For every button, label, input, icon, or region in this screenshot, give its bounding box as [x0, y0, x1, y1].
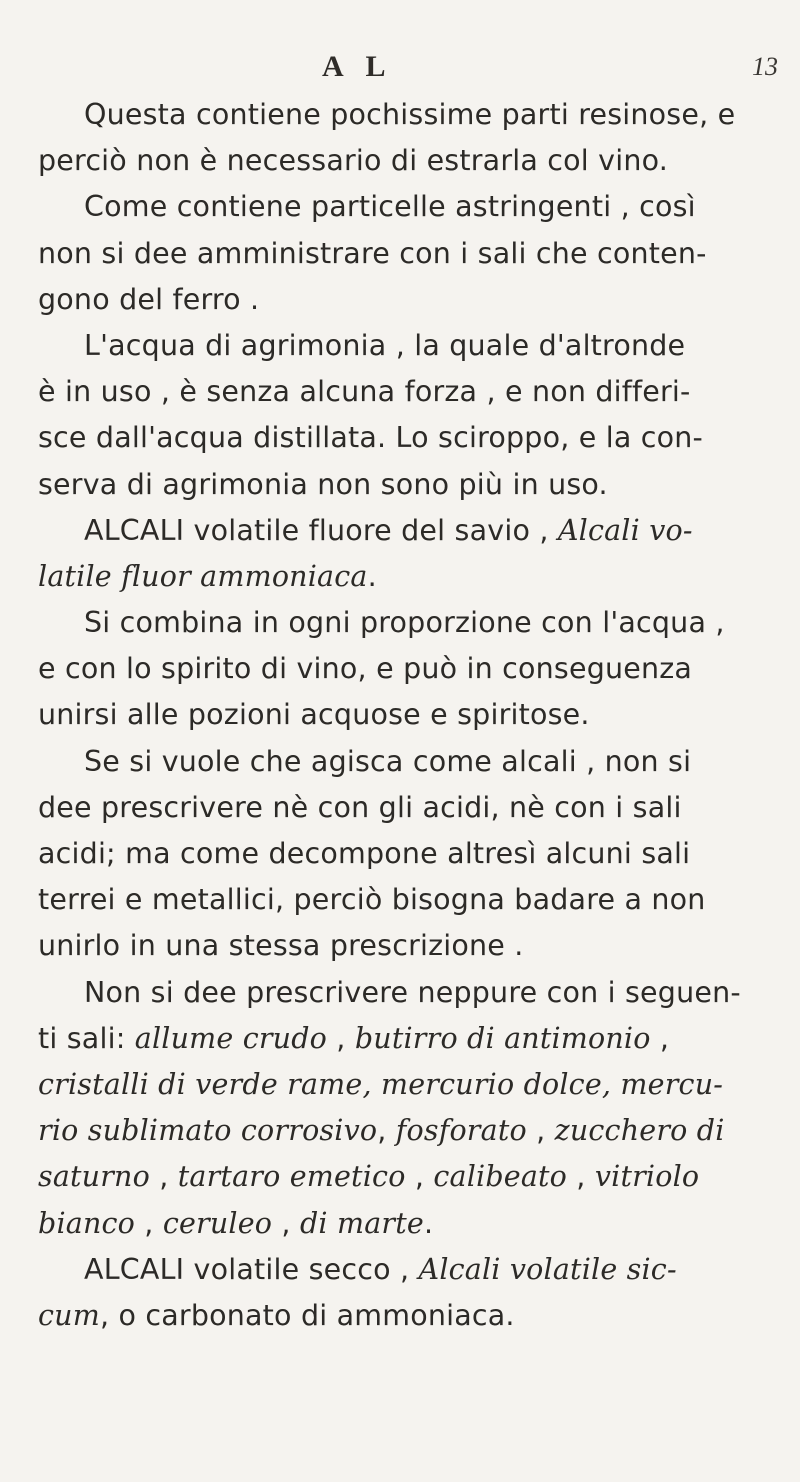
text-line	[38, 1154, 778, 1200]
italic-run: rio sublimato corrosivo	[38, 1114, 378, 1148]
italic-run: bianco	[38, 1206, 136, 1240]
italic-run: cum	[38, 1298, 100, 1332]
text-line	[38, 277, 778, 323]
text-line	[38, 323, 778, 369]
text-run: ,	[650, 1021, 670, 1055]
text-line	[38, 739, 778, 785]
text-run: non si dee amministrare con i sali che conten-	[38, 236, 707, 270]
text-line	[38, 1293, 778, 1339]
text-line	[38, 1247, 778, 1293]
italic-run: fosforato	[395, 1114, 527, 1148]
italic-run: saturno	[38, 1160, 150, 1194]
text-run: ,	[526, 1114, 555, 1148]
text-run: terrei e metallici, perciò bisogna badare a non	[38, 883, 706, 917]
text-run: ,	[567, 1160, 595, 1194]
italic-run: allume crudo	[134, 1021, 328, 1055]
text-line	[38, 1201, 778, 1247]
text-line	[38, 923, 778, 969]
page-number: 13	[752, 52, 778, 81]
text-run: gono del ferro .	[38, 282, 260, 316]
text-line	[38, 1108, 778, 1154]
text-run: unirlo in una stessa prescrizione .	[38, 929, 524, 963]
text-line	[38, 554, 778, 600]
text-run: serva di agrimonia non sono più in uso.	[38, 467, 608, 501]
text-run: unirsi alle pozioni acquose e spiritose.	[38, 698, 590, 732]
text-run: ,	[272, 1206, 300, 1240]
text-line	[38, 646, 778, 692]
text-run: L'acqua di agrimonia , la quale d'altronde	[84, 328, 686, 362]
text-line	[38, 138, 778, 184]
running-head: A L	[322, 50, 394, 83]
italic-run: ceruleo	[162, 1206, 273, 1240]
text-run: .	[367, 559, 377, 593]
text-run: ,	[377, 1114, 396, 1148]
text-run: Come contiene particelle astringenti , così	[84, 190, 696, 224]
text-line	[38, 184, 778, 230]
text-run: Non si dee prescrivere neppure con i seguen-	[84, 975, 741, 1009]
text-run: perciò non è necessario di estrarla col vino.	[38, 144, 669, 178]
text-line	[38, 600, 778, 646]
text-run: ALCALI volatile secco ,	[84, 1252, 419, 1286]
text-line	[38, 415, 778, 461]
italic-run: calibeato	[433, 1160, 568, 1194]
text-line	[38, 508, 778, 554]
italic-run: zucchero di	[554, 1114, 725, 1148]
text-run: sce dall'acqua distillata. Lo sciroppo, e la con-	[38, 421, 704, 455]
italic-run: tartaro emetico	[177, 1160, 406, 1194]
text-line	[38, 831, 778, 877]
text-line	[38, 877, 778, 923]
text-run: .	[423, 1206, 434, 1240]
text-line	[38, 231, 778, 277]
italic-run: butirro di antimonio	[354, 1021, 651, 1055]
italic-run: di marte	[299, 1206, 424, 1240]
text-line	[38, 462, 778, 508]
text-run: Questa contiene pochissime parti resinose, e	[84, 98, 736, 131]
text-run: ALCALI volatile fluore del savio ,	[84, 513, 558, 547]
text-run: ti sali:	[38, 1021, 135, 1055]
italic-run: latile fluor ammoniaca	[38, 559, 368, 593]
text-run: e con lo spirito di vino, e può in conseguenza	[38, 652, 693, 686]
body-text	[38, 92, 778, 1339]
text-run: , o carbonato di ammoniaca.	[99, 1298, 515, 1332]
text-run: è in uso , è senza alcuna forza , e non differi-	[38, 375, 691, 409]
text-run: acidi; ma come decompone altresì alcuni sali	[38, 837, 691, 870]
text-line	[38, 1062, 778, 1108]
page-header	[0, 50, 800, 90]
text-run: Si combina in ogni proporzione con l'acqua ,	[84, 606, 725, 640]
italic-run: cristalli di verde rame, mercurio dolce, mercu-	[38, 1067, 724, 1101]
text-run: ,	[405, 1160, 434, 1194]
text-line	[38, 369, 778, 415]
text-run: ,	[135, 1206, 163, 1240]
italic-run: Alcali volatile sic-	[418, 1252, 677, 1286]
italic-run: Alcali vo-	[557, 513, 693, 547]
text-line	[38, 692, 778, 738]
text-line	[38, 92, 778, 138]
text-run: Se si vuole che agisca come alcali , non si	[84, 744, 692, 778]
text-run: ,	[327, 1021, 355, 1055]
text-line	[38, 785, 778, 831]
text-line	[38, 1016, 778, 1062]
text-run: ,	[149, 1160, 178, 1194]
text-line	[38, 970, 778, 1016]
text-run: dee prescrivere nè con gli acidi, nè con i sali	[38, 790, 682, 824]
italic-run: vitriolo	[594, 1160, 700, 1194]
